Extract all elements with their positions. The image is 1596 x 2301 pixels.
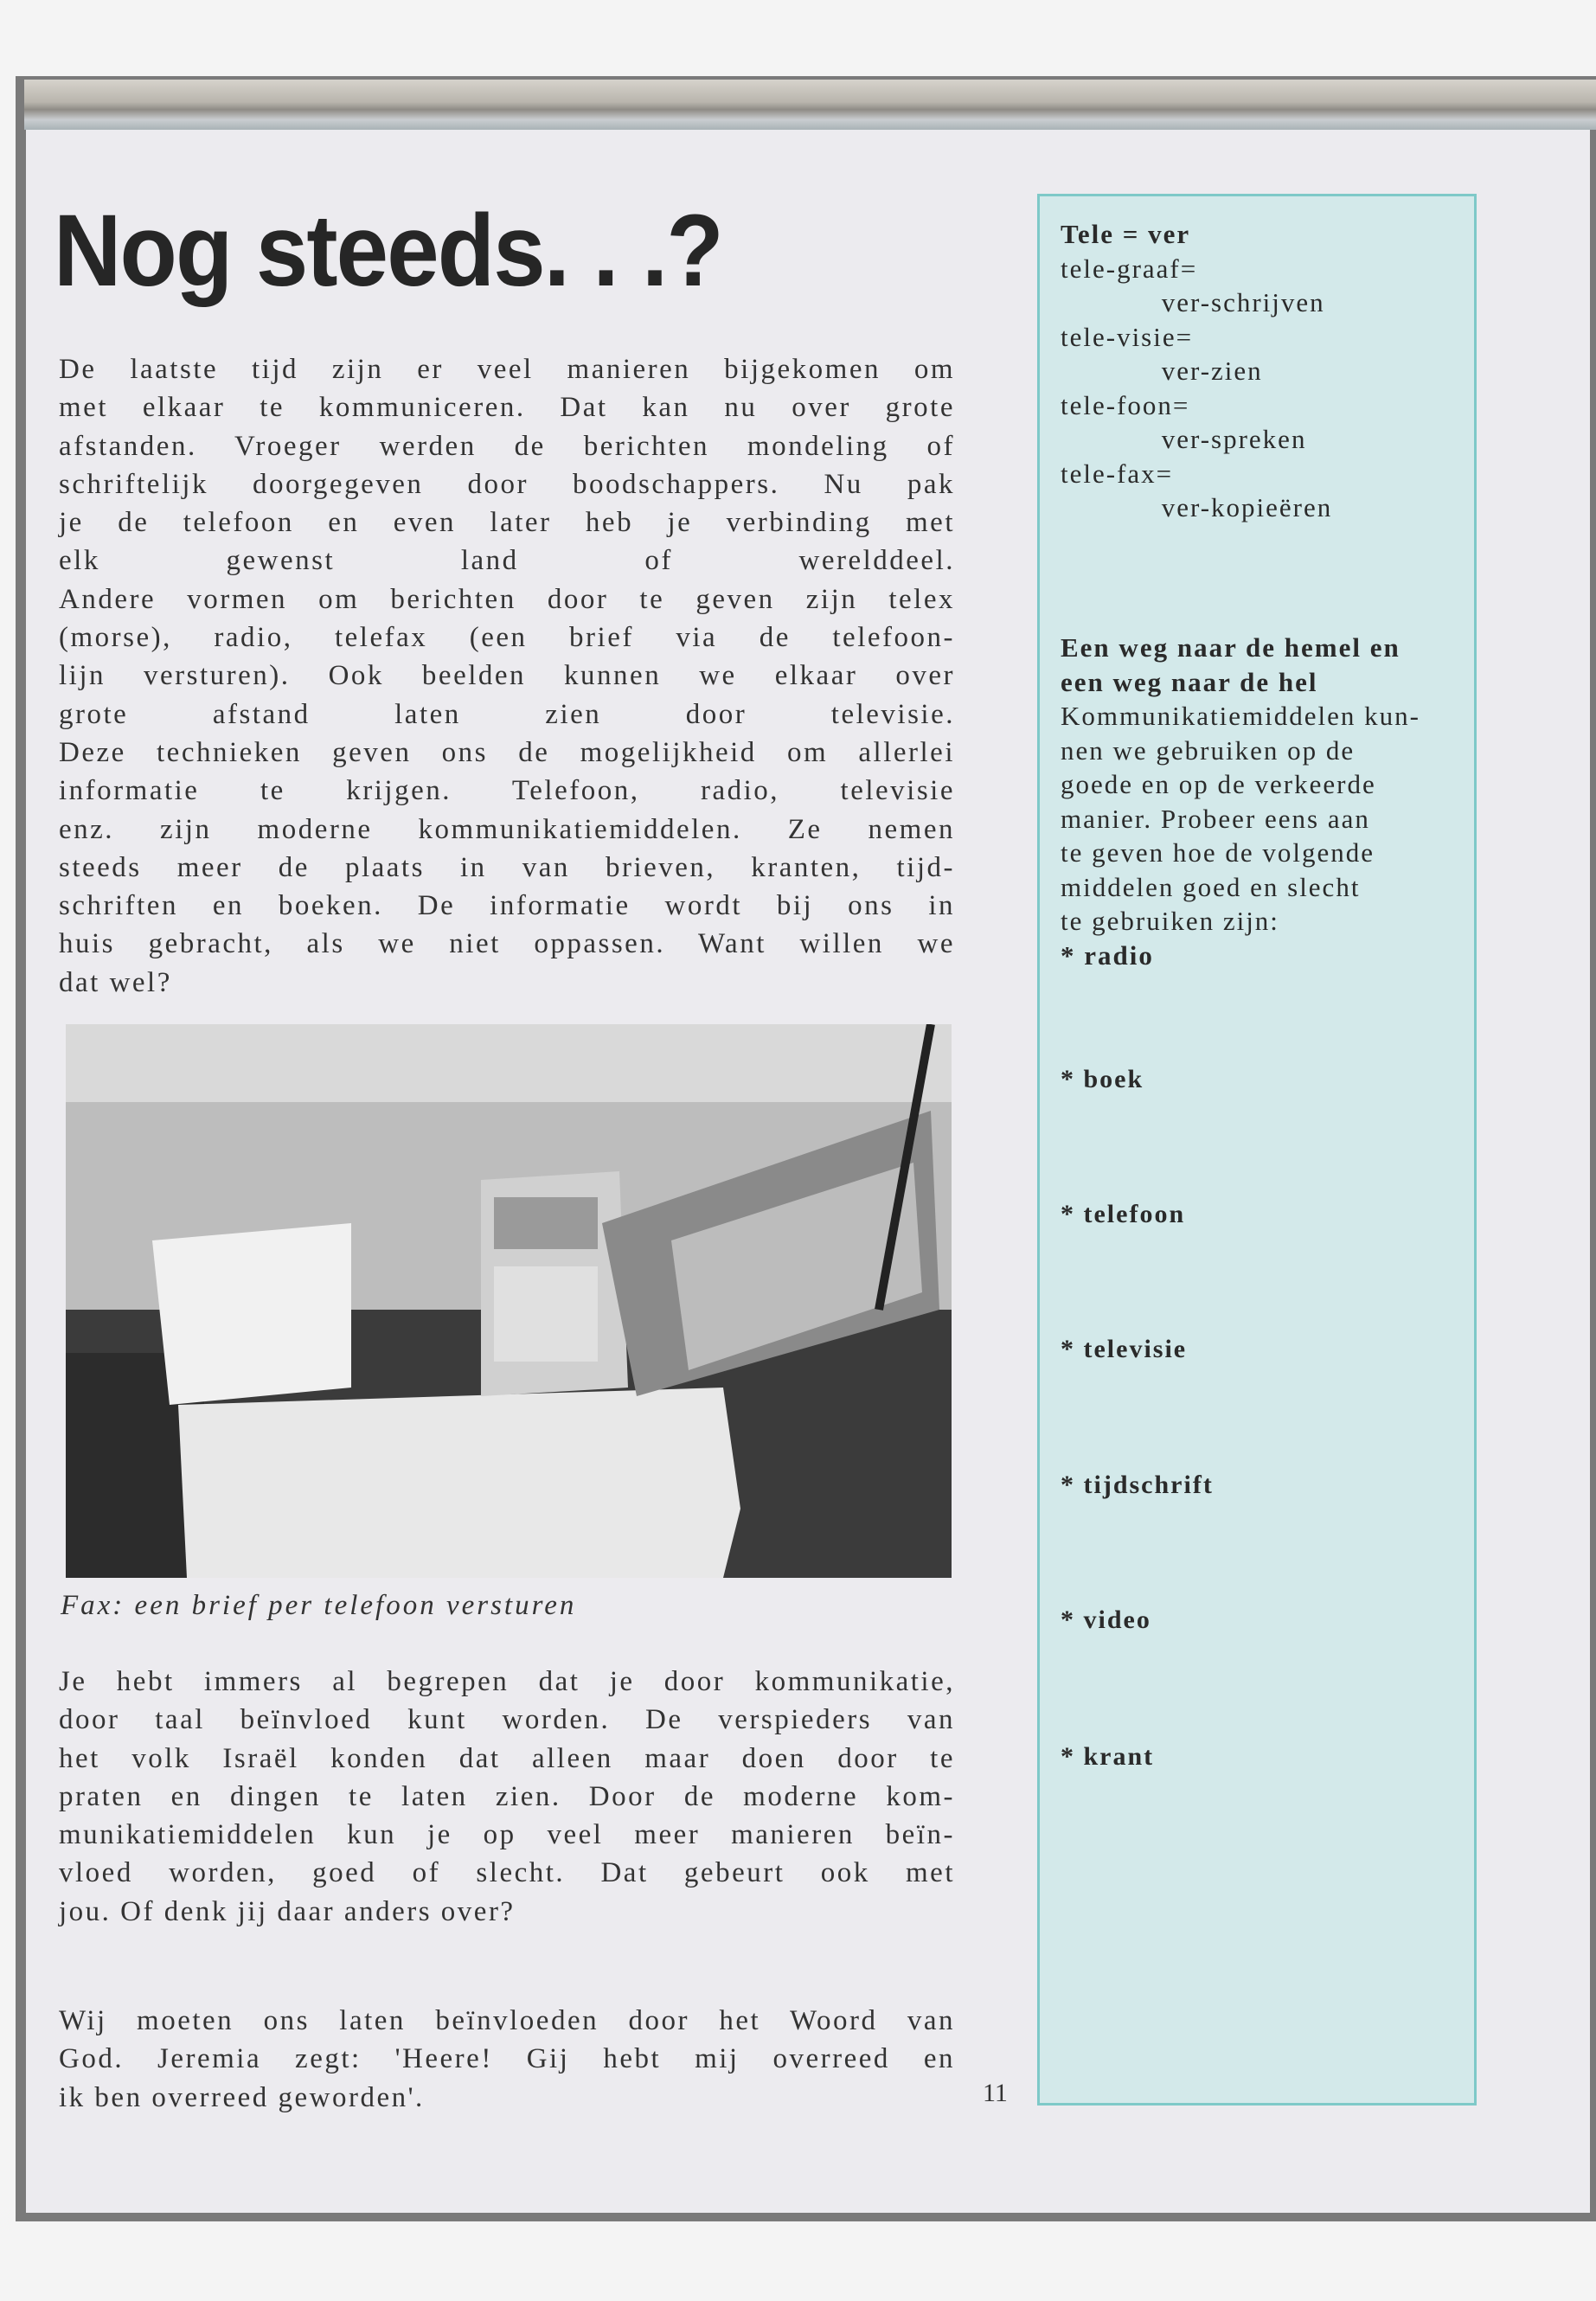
text-line: Deze technieken geven ons de mogelijkheid om allerlei bbox=[59, 736, 955, 768]
definition-line: tele-visie= bbox=[1061, 321, 1194, 352]
text-line: dat wel? bbox=[59, 966, 172, 998]
text-line: praten en dingen te laten zien. Door de moderne kom- bbox=[59, 1780, 955, 1812]
paragraph-2 bbox=[59, 1663, 955, 1931]
text-line: jou. Of denk jij daar anders over? bbox=[59, 1895, 516, 1927]
media-item: * boek bbox=[1061, 1065, 1144, 1093]
fax-machine-photo bbox=[66, 1024, 952, 1578]
text-line: schriften en boeken. De informatie wordt bij ons in bbox=[59, 890, 955, 922]
media-item: * tijdschrift bbox=[1061, 1471, 1214, 1499]
definition-line: ver-schrijven bbox=[1119, 287, 1325, 317]
text-line: met elkaar te kommuniceren. Dat kan nu over grote bbox=[59, 392, 955, 424]
paragraph-1 bbox=[59, 350, 955, 1002]
media-item: * video bbox=[1061, 1606, 1151, 1634]
definition-line: ver-kopieëren bbox=[1119, 492, 1333, 522]
definition-line: ver-zien bbox=[1119, 356, 1263, 386]
text-line: elk gewenst land of werelddeel. bbox=[59, 545, 955, 577]
intro-line: manier. Probeer eens aan bbox=[1061, 803, 1370, 834]
media-item: * krant bbox=[1061, 1742, 1155, 1771]
text-line: enz. zijn moderne kommunikatiemiddelen. Ze nemen bbox=[59, 813, 955, 845]
text-line: schriftelijk doorgegeven door boodschappers. Nu pak bbox=[59, 468, 955, 500]
text-line: De laatste tijd zijn er veel manieren bijgekomen om bbox=[59, 354, 955, 385]
media-item: * televisie bbox=[1061, 1335, 1188, 1363]
intro-line: te geven hoe de volgende bbox=[1061, 837, 1375, 868]
text-line: grote afstand laten zien door televisie. bbox=[59, 698, 955, 730]
text-line: (morse), radio, telefax (een brief via de telefoon- bbox=[59, 622, 955, 654]
definition-line: Tele = ver bbox=[1061, 219, 1191, 249]
sidebar-heading bbox=[1061, 631, 1401, 699]
text-line: informatie te krijgen. Telefoon, radio, televisie bbox=[59, 775, 955, 807]
definition-line: tele-foon= bbox=[1061, 389, 1190, 420]
heading-line: een weg naar de hel bbox=[1061, 666, 1318, 697]
text-line: munikatiemiddelen kun je op veel meer manieren beïn- bbox=[59, 1819, 955, 1851]
text-line: ik ben overreed geworden'. bbox=[59, 2081, 425, 2113]
sidebar-intro bbox=[1061, 699, 1420, 972]
text-line: Je hebt immers al begrepen dat je door kommunikatie, bbox=[59, 1666, 955, 1697]
intro-line: goede en op de verkeerde bbox=[1061, 769, 1376, 799]
media-item: * radio bbox=[1061, 939, 1154, 971]
intro-line: Kommunikatiemiddelen kun- bbox=[1061, 701, 1420, 731]
text-line: Wij moeten ons laten beïnvloeden door het Woord van bbox=[59, 2005, 955, 2036]
book-binding bbox=[24, 80, 1596, 130]
media-item: * telefoon bbox=[1061, 1200, 1186, 1228]
text-line: het volk Israël konden dat alleen maar doen door te bbox=[59, 1742, 955, 1774]
text-line: huis gebracht, als we niet oppassen. Want willen we bbox=[59, 928, 955, 960]
heading-line: Een weg naar de hemel en bbox=[1061, 632, 1401, 663]
text-line: door taal beïnvloed kunt worden. De verspieders van bbox=[59, 1704, 955, 1736]
intro-line: te gebruiken zijn: bbox=[1061, 906, 1279, 936]
text-line: Andere vormen om berichten door te geven zijn telex bbox=[59, 583, 955, 615]
page-title: Nog steeds. . .? bbox=[54, 194, 722, 308]
text-line: God. Jeremia zegt: 'Heere! Gij hebt mij overreed en bbox=[59, 2043, 955, 2075]
sidebar-box bbox=[1037, 194, 1477, 2106]
text-line: afstanden. Vroeger werden de berichten mondeling of bbox=[59, 430, 955, 462]
photo-caption: Fax: een brief per telefoon versturen bbox=[61, 1590, 577, 1621]
definitions-list bbox=[1061, 217, 1332, 525]
text-line: steeds meer de plaats in van brieven, kranten, tijd- bbox=[59, 851, 955, 883]
intro-line: middelen goed en slecht bbox=[1061, 871, 1361, 902]
definition-line: tele-graaf= bbox=[1061, 253, 1198, 284]
definition-line: ver-spreken bbox=[1119, 424, 1307, 454]
text-line: je de telefoon en even later heb je verbinding met bbox=[59, 507, 955, 539]
text-line: vloed worden, goed of slecht. Dat gebeurt ook met bbox=[59, 1857, 955, 1889]
page-number: 11 bbox=[983, 2079, 1008, 2107]
text-line: lijn versturen). Ook beelden kunnen we elkaar over bbox=[59, 660, 955, 692]
paragraph-3 bbox=[59, 2002, 955, 2117]
intro-line: nen we gebruiken op de bbox=[1061, 734, 1356, 766]
definition-line: tele-fax= bbox=[1061, 458, 1174, 489]
